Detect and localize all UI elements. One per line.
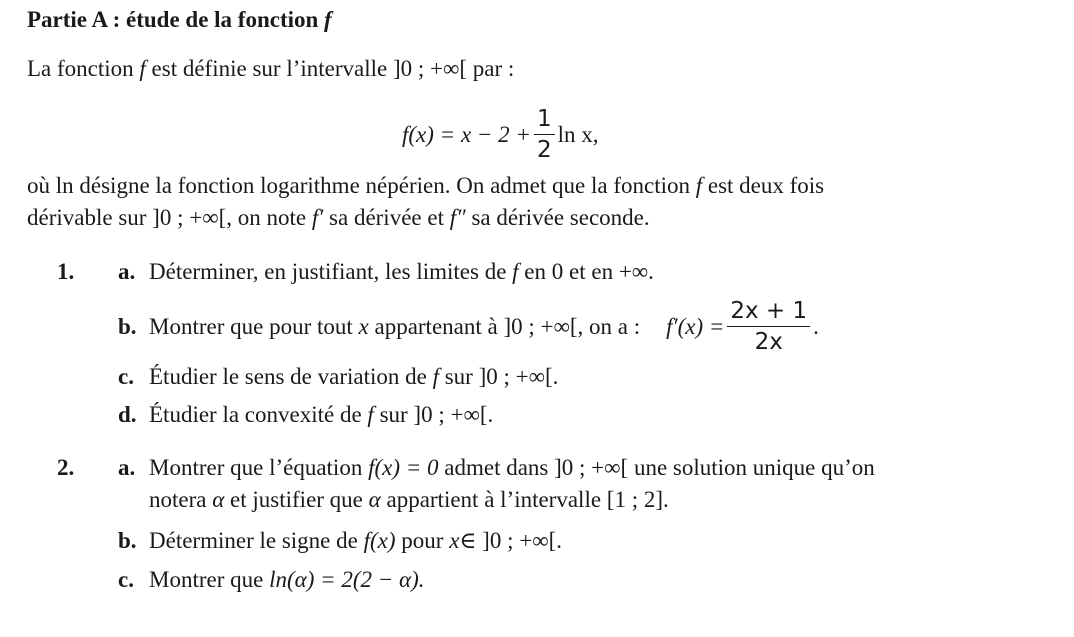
q2c-equation: ln(α) = 2(2 − α). [269,567,425,592]
question-2c-letter: c. [118,567,134,592]
q1c-text-1: Étudier le sens de variation de [149,364,427,389]
q1a-text-1: Déterminer, en justifiant, les limites de [149,259,507,284]
question-1c-text [149,364,558,390]
question-2-number: 2. [57,455,75,480]
desc-line2-text-c: sa dérivée seconde. [465,205,650,230]
desc-line1-text-a: où ln désigne la fonction logarithme népérien. On admet que la fonction [27,173,696,198]
q1d-text-2: sur ]0 ; +∞[. [379,402,494,427]
first-derivative-symbol: f′ [311,205,324,230]
desc-line1-text-b: est deux fois [702,173,825,198]
alpha-symbol: α [212,487,225,512]
q2a-text-2: admet dans ]0 ; +∞[ une solution unique qu’on [444,455,875,480]
q2b-variable-x: x [449,528,460,553]
heading-function-name: f [324,7,332,32]
formula-rhs: ln x, [557,122,599,147]
description-line-1 [27,173,824,199]
description-line-2 [27,205,650,231]
q1c-text-2: sur ]0 ; +∞[. [444,364,559,389]
derivative-denominator: 2x [754,329,783,355]
question-2b-text [149,528,562,554]
q1a-function-symbol: f [512,259,519,284]
question-1b-letter: b. [118,314,137,339]
alpha-symbol: α [368,487,381,512]
question-2c-text [149,567,425,593]
q1d-function-symbol: f [367,402,374,427]
question-1b-text [149,296,819,358]
question-1a-letter: a. [118,259,136,284]
formula-fraction-denominator: 2 [536,137,552,163]
desc-line1-function-symbol: f [695,173,703,198]
q2c-text-1: Montrer que [149,567,264,592]
q2b-text-3: ∈ ]0 ; +∞[. [459,528,563,553]
question-2b-letter: b. [118,528,137,553]
section-heading [27,7,332,33]
q2a-text-5: appartient à l’intervalle [1 ; 2]. [386,487,669,512]
intro-paragraph [27,56,514,82]
intro-text-2: est définie sur l’intervalle ]0 ; +∞[ par : [145,56,515,81]
question-2a-letter: a. [118,455,136,480]
q2b-text-1: Déterminer le signe de [149,528,358,553]
question-1d-letter: d. [118,402,137,427]
derivative-period: . [813,314,819,339]
q2a-text-1: Montrer que l’équation [149,455,363,480]
question-1a-text [149,259,654,285]
q2b-text-2: pour [401,528,444,553]
formula-lhs: f(x) = x − 2 + [402,122,531,147]
derivative-lhs: f′(x) = [666,314,725,339]
formula-fraction-numerator: 1 [536,106,552,132]
intro-text-1: La fonction [27,56,140,81]
question-1-number: 1. [57,259,75,284]
q1b-text-2: appartenant à ]0 ; +∞[, on a : [374,314,641,339]
q2a-text-3: notera [149,487,207,512]
desc-line2-text-b: sa dérivée et [323,205,450,230]
q2a-text-4: et justifier que [230,487,363,512]
q1b-variable-x: x [358,314,369,339]
q1c-function-symbol: f [432,364,439,389]
function-definition-formula [402,104,598,166]
second-derivative-symbol: f″ [449,205,466,230]
q1b-text-1: Montrer que pour tout [149,314,353,339]
question-2a-line-2 [149,487,669,513]
question-1d-text [149,402,493,428]
derivative-numerator: 2x + 1 [730,298,808,324]
desc-line2-text-a: dérivable sur ]0 ; +∞[, on note [27,205,312,230]
formula-fraction [534,108,555,162]
q1a-text-2: en 0 et en +∞. [524,259,654,284]
derivative-formula [666,300,819,354]
q2b-function-expression: f(x) [363,528,396,553]
derivative-fraction [727,300,810,354]
q1d-text-1: Étudier la convexité de [149,402,362,427]
question-1c-letter: c. [118,364,134,389]
q2a-equation: f(x) = 0 [368,455,439,480]
question-2a-line-1 [149,455,875,481]
heading-text: Partie A : étude de la fonction [27,7,325,32]
intro-function-symbol: f [139,56,146,81]
